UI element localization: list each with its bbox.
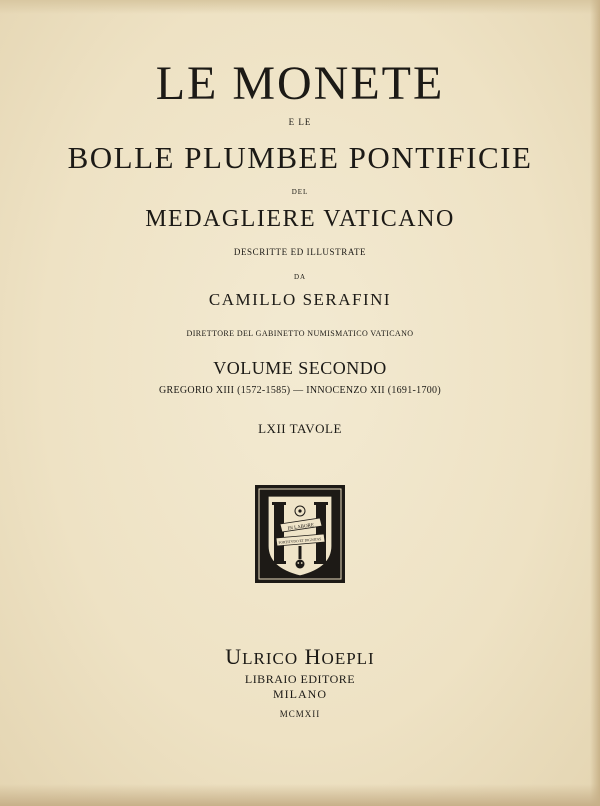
title-preposition: DEL	[291, 188, 309, 196]
page-edge-shadow-bottom	[0, 784, 600, 806]
publisher-role: LIBRAIO EDITORE	[244, 672, 356, 686]
author-role: DIRETTORE DEL GABINETTO NUMISMATICO VATICANO	[186, 329, 414, 338]
hoepli-printers-mark-icon	[254, 484, 346, 584]
volume-range: GREGORIO XIII (1572-1585) — INNOCENZO XII (1691-1700)	[159, 385, 441, 396]
book-subtitle: BOLLE PLUMBEE PONTIFICIE	[67, 140, 533, 175]
collection-name: MEDAGLIERE VATICANO	[145, 206, 455, 232]
volume-label: VOLUME SECONDO	[213, 358, 387, 378]
publisher-name: ULRICO HOEPLI	[225, 644, 375, 669]
author-name: CAMILLO SERAFINI	[208, 290, 392, 309]
mark-motto-bottom: FORTITVDO ET DIGNITAS	[278, 537, 322, 545]
publication-year: MCMXII	[279, 709, 321, 719]
described-line: DESCRITTE ED ILLUSTRATE	[233, 247, 367, 257]
book-title: LE MONETE	[155, 57, 445, 110]
by-line: DA	[293, 273, 307, 281]
publisher-city: MILANO	[273, 687, 327, 701]
plates-count: LXII TAVOLE	[258, 421, 342, 436]
title-conjunction: E LE	[288, 117, 312, 127]
mark-motto-top: IN LABORE	[287, 523, 315, 532]
page-edge-shadow-top	[0, 0, 600, 14]
